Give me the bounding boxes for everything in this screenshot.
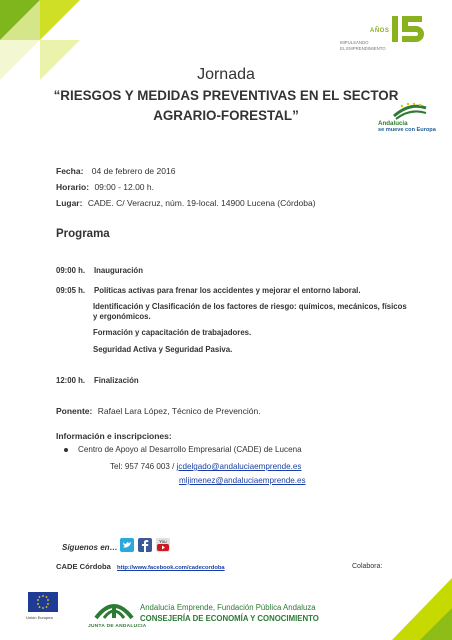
- junta-andalucia-logo-icon: [92, 592, 136, 622]
- event-title-line-1: “RIESGOS Y MEDIDAS PREVENTIVAS EN EL SECTOR: [53, 88, 399, 103]
- program-heading: Programa: [56, 228, 110, 240]
- anniversary-logo: [338, 14, 426, 54]
- youtube-icon[interactable]: [156, 538, 170, 552]
- schedule-label: Horario:: [56, 182, 90, 192]
- number-15-icon: [390, 14, 424, 44]
- program-item-time: 12:00 h.: [56, 376, 86, 385]
- cade-row: [56, 562, 225, 571]
- stars-icon: [392, 102, 428, 120]
- program-item-time: 09:05 h.: [56, 286, 86, 295]
- logo-subtitle-1: IMPULSANDO: [340, 40, 369, 45]
- andalucia-europa-logo: [378, 102, 434, 136]
- speaker-row: [56, 406, 261, 416]
- corner-decoration-bottom-right: [392, 578, 452, 640]
- facebook-icon[interactable]: [138, 538, 152, 552]
- location-row: [56, 198, 316, 208]
- footer-ministry: CONSEJERÍA DE ECONOMÍA Y CONOCIMIENTO: [140, 614, 319, 623]
- phone-label: Tel: 957 746 003 /: [110, 462, 175, 471]
- andalucia-label: Andalucía: [378, 120, 408, 127]
- program-item-text: Inauguración: [94, 266, 143, 275]
- info-phone-row: [110, 462, 301, 471]
- bullet-icon: [64, 448, 68, 452]
- junta-label: JUNTA DE ANDALUCIA: [88, 624, 147, 629]
- europa-label: se mueve con Europa: [378, 127, 436, 133]
- date-label: Fecha:: [56, 166, 84, 176]
- event-title: [20, 86, 432, 126]
- speaker-label: Ponente:: [56, 406, 93, 416]
- footer-foundation: Andalucía Emprende, Fundación Pública Andaluza: [140, 603, 316, 612]
- email-link-1[interactable]: jcdelgado@andaluciaemprende.es: [176, 462, 302, 471]
- logo-subtitle-2: EL EMPRENDIMIENTO: [340, 46, 386, 51]
- program-subitem: Formación y capacitación de trabajadores.: [93, 328, 252, 337]
- years-label: AÑOS: [370, 28, 390, 34]
- program-item-time: 09:00 h.: [56, 266, 86, 275]
- svg-text:You: You: [159, 539, 167, 544]
- cade-facebook-link[interactable]: http://www.facebook.com/cadecordoba: [116, 565, 225, 571]
- program-subitem: Seguridad Activa y Seguridad Pasiva.: [93, 345, 233, 354]
- location-value: CADE. C/ Veracruz, núm. 19-local. 14900 Lucena (Córdoba): [87, 198, 316, 208]
- follow-us-label: Síguenos en…: [62, 543, 118, 552]
- schedule-row: [56, 182, 154, 192]
- twitter-icon[interactable]: [120, 538, 134, 552]
- speaker-value: Rafael Lara López, Técnico de Prevención.: [97, 406, 261, 416]
- eu-flag-icon: [28, 592, 58, 612]
- collaborates-label: Colabora:: [352, 563, 383, 570]
- eu-label: Unión Europea: [26, 615, 53, 620]
- page-title: Jornada: [197, 66, 255, 83]
- location-label: Lugar:: [56, 198, 83, 208]
- event-title-line-2: AGRARIO-FORESTAL”: [153, 108, 299, 123]
- date-row: [56, 166, 175, 176]
- info-email-row: [179, 476, 306, 485]
- program-item-text: Políticas activas para frenar los accidentes y mejorar el entorno laboral.: [94, 286, 361, 295]
- date-value: 04 de febrero de 2016: [91, 166, 176, 176]
- schedule-value: 09:00 - 12.00 h.: [94, 182, 154, 192]
- info-heading: Información e inscripciones:: [56, 431, 172, 441]
- program-subitem: Identificación y Clasificación de los factores de riesgo: químicos, mecánicos, físicos y ergonómicos.: [93, 302, 407, 321]
- cade-label: CADE Córdoba: [56, 562, 111, 571]
- info-center: Centro de Apoyo al Desarrollo Empresarial (CADE) de Lucena: [78, 445, 302, 454]
- email-link-2[interactable]: mljimenez@andaluciaemprende.es: [179, 476, 306, 485]
- program-item-text: Finalización: [94, 376, 139, 385]
